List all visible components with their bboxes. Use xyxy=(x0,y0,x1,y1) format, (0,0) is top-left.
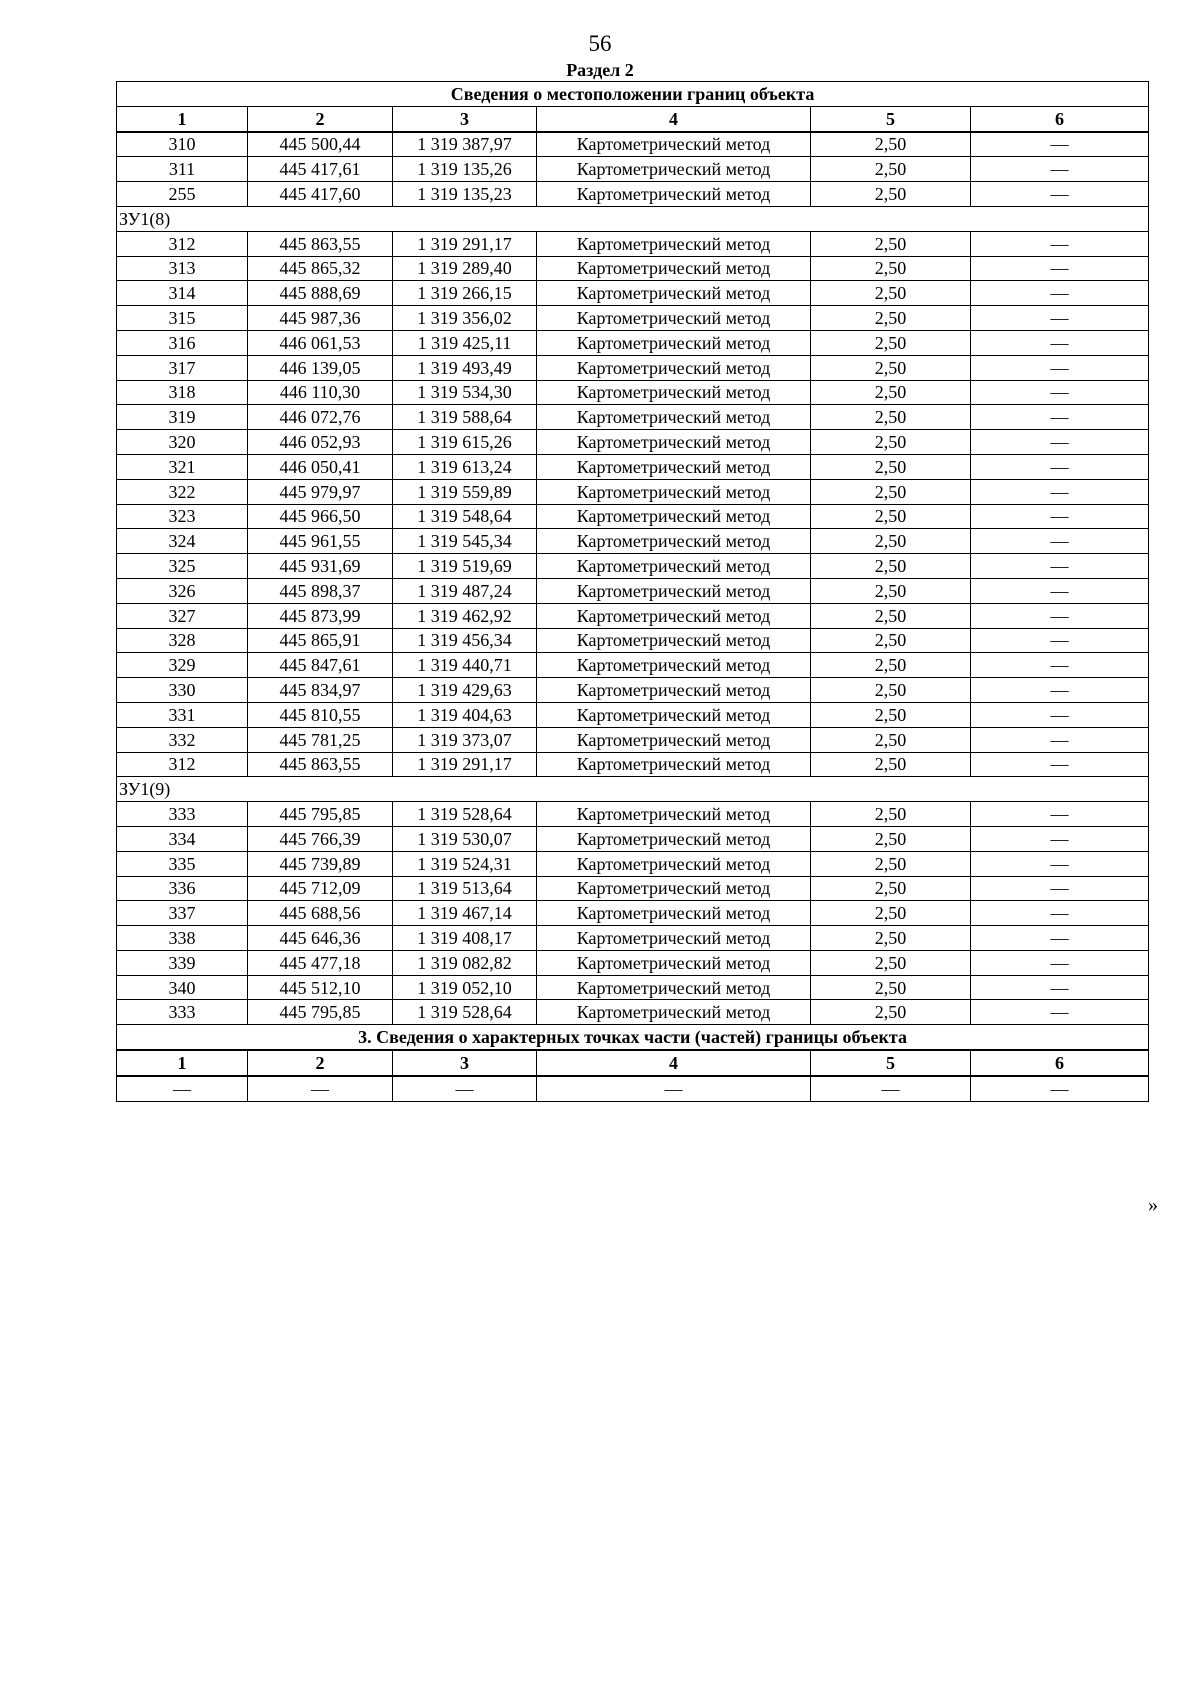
y-coordinate-cell: 1 319 534,30 xyxy=(393,380,537,405)
x-coordinate-cell: 445 865,32 xyxy=(248,256,393,281)
y-coordinate-cell: 1 319 559,89 xyxy=(393,479,537,504)
point-number-cell: 325 xyxy=(117,554,248,579)
method-cell: Картометрический метод xyxy=(537,628,811,653)
table-row xyxy=(117,380,1149,405)
column-header: 6 xyxy=(971,106,1149,131)
parts-cell: — xyxy=(248,1076,393,1101)
method-cell: Картометрический метод xyxy=(537,182,811,207)
x-coordinate-cell: 445 863,55 xyxy=(248,752,393,777)
x-coordinate-cell: 445 712,09 xyxy=(248,876,393,901)
table-row xyxy=(117,1000,1149,1025)
y-coordinate-cell: 1 319 615,26 xyxy=(393,430,537,455)
description-cell: — xyxy=(971,826,1149,851)
method-cell: Картометрический метод xyxy=(537,405,811,430)
method-cell: Картометрический метод xyxy=(537,876,811,901)
y-coordinate-cell: 1 319 289,40 xyxy=(393,256,537,281)
table-row xyxy=(117,702,1149,727)
x-coordinate-cell: 446 052,93 xyxy=(248,430,393,455)
description-cell: — xyxy=(971,355,1149,380)
method-cell: Картометрический метод xyxy=(537,554,811,579)
accuracy-cell: 2,50 xyxy=(811,876,971,901)
description-cell: — xyxy=(971,926,1149,951)
table-row xyxy=(117,157,1149,182)
accuracy-cell: 2,50 xyxy=(811,975,971,1000)
accuracy-cell: 2,50 xyxy=(811,901,971,926)
group-label-row xyxy=(117,777,1149,802)
y-coordinate-cell: 1 319 456,34 xyxy=(393,628,537,653)
accuracy-cell: 2,50 xyxy=(811,380,971,405)
accuracy-cell: 2,50 xyxy=(811,727,971,752)
parts-cell: — xyxy=(811,1076,971,1101)
x-coordinate-cell: 446 139,05 xyxy=(248,355,393,380)
method-cell: Картометрический метод xyxy=(537,578,811,603)
accuracy-cell: 2,50 xyxy=(811,578,971,603)
table-row xyxy=(117,851,1149,876)
method-cell: Картометрический метод xyxy=(537,281,811,306)
description-cell: — xyxy=(971,132,1149,157)
accuracy-cell: 2,50 xyxy=(811,826,971,851)
x-coordinate-cell: 445 865,91 xyxy=(248,628,393,653)
x-coordinate-cell: 445 898,37 xyxy=(248,578,393,603)
accuracy-cell: 2,50 xyxy=(811,479,971,504)
y-coordinate-cell: 1 319 429,63 xyxy=(393,678,537,703)
description-cell: — xyxy=(971,851,1149,876)
x-coordinate-cell: 445 646,36 xyxy=(248,926,393,951)
accuracy-cell: 2,50 xyxy=(811,802,971,827)
method-cell: Картометрический метод xyxy=(537,727,811,752)
x-coordinate-cell: 445 863,55 xyxy=(248,231,393,256)
x-coordinate-cell: 445 931,69 xyxy=(248,554,393,579)
x-coordinate-cell: 445 979,97 xyxy=(248,479,393,504)
description-cell: — xyxy=(971,306,1149,331)
table-row xyxy=(117,479,1149,504)
point-number-cell: 322 xyxy=(117,479,248,504)
point-number-cell: 317 xyxy=(117,355,248,380)
boundary-title-row xyxy=(117,82,1149,107)
description-cell: — xyxy=(971,727,1149,752)
table-row xyxy=(117,231,1149,256)
y-coordinate-cell: 1 319 530,07 xyxy=(393,826,537,851)
description-cell: — xyxy=(971,950,1149,975)
point-number-cell: 319 xyxy=(117,405,248,430)
parts-cell: — xyxy=(117,1076,248,1101)
x-coordinate-cell: 445 512,10 xyxy=(248,975,393,1000)
table-row xyxy=(117,281,1149,306)
method-cell: Картометрический метод xyxy=(537,950,811,975)
method-cell: Картометрический метод xyxy=(537,479,811,504)
method-cell: Картометрический метод xyxy=(537,851,811,876)
accuracy-cell: 2,50 xyxy=(811,355,971,380)
description-cell: — xyxy=(971,454,1149,479)
point-number-cell: 334 xyxy=(117,826,248,851)
table-row xyxy=(117,554,1149,579)
x-coordinate-cell: 445 873,99 xyxy=(248,603,393,628)
method-cell: Картометрический метод xyxy=(537,306,811,331)
y-coordinate-cell: 1 319 524,31 xyxy=(393,851,537,876)
description-cell: — xyxy=(971,975,1149,1000)
accuracy-cell: 2,50 xyxy=(811,405,971,430)
table-row xyxy=(117,454,1149,479)
parts-column-header: 5 xyxy=(811,1050,971,1076)
table-row xyxy=(117,628,1149,653)
method-cell: Картометрический метод xyxy=(537,802,811,827)
x-coordinate-cell: 445 847,61 xyxy=(248,653,393,678)
point-number-cell: 324 xyxy=(117,529,248,554)
x-coordinate-cell: 445 810,55 xyxy=(248,702,393,727)
description-cell: — xyxy=(971,281,1149,306)
parts-cell: — xyxy=(537,1076,811,1101)
parts-row xyxy=(117,1076,1149,1101)
x-coordinate-cell: 445 834,97 xyxy=(248,678,393,703)
y-coordinate-cell: 1 319 408,17 xyxy=(393,926,537,951)
description-cell: — xyxy=(971,380,1149,405)
parts-column-header: 2 xyxy=(248,1050,393,1076)
y-coordinate-cell: 1 319 548,64 xyxy=(393,504,537,529)
accuracy-cell: 2,50 xyxy=(811,256,971,281)
description-cell: — xyxy=(971,752,1149,777)
point-number-cell: 314 xyxy=(117,281,248,306)
description-cell: — xyxy=(971,430,1149,455)
description-cell: — xyxy=(971,578,1149,603)
x-coordinate-cell: 445 477,18 xyxy=(248,950,393,975)
method-cell: Картометрический метод xyxy=(537,529,811,554)
column-header: 1 xyxy=(117,106,248,131)
x-coordinate-cell: 446 072,76 xyxy=(248,405,393,430)
y-coordinate-cell: 1 319 528,64 xyxy=(393,1000,537,1025)
column-header-row xyxy=(117,106,1149,131)
point-number-cell: 336 xyxy=(117,876,248,901)
y-coordinate-cell: 1 319 135,26 xyxy=(393,157,537,182)
point-number-cell: 330 xyxy=(117,678,248,703)
accuracy-cell: 2,50 xyxy=(811,132,971,157)
x-coordinate-cell: 445 966,50 xyxy=(248,504,393,529)
method-cell: Картометрический метод xyxy=(537,603,811,628)
section-title: Раздел 2 xyxy=(566,60,634,80)
method-cell: Картометрический метод xyxy=(537,157,811,182)
x-coordinate-cell: 445 739,89 xyxy=(248,851,393,876)
method-cell: Картометрический метод xyxy=(537,330,811,355)
table-row xyxy=(117,975,1149,1000)
group-label: ЗУ1(8) xyxy=(117,206,1149,231)
y-coordinate-cell: 1 319 487,24 xyxy=(393,578,537,603)
y-coordinate-cell: 1 319 440,71 xyxy=(393,653,537,678)
description-cell: — xyxy=(971,876,1149,901)
point-number-cell: 337 xyxy=(117,901,248,926)
table-row xyxy=(117,330,1149,355)
point-number-cell: 321 xyxy=(117,454,248,479)
method-cell: Картометрический метод xyxy=(537,504,811,529)
method-cell: Картометрический метод xyxy=(537,826,811,851)
description-cell: — xyxy=(971,702,1149,727)
x-coordinate-cell: 446 110,30 xyxy=(248,380,393,405)
y-coordinate-cell: 1 319 462,92 xyxy=(393,603,537,628)
parts-title-row xyxy=(117,1025,1149,1050)
description-cell: — xyxy=(971,405,1149,430)
y-coordinate-cell: 1 319 588,64 xyxy=(393,405,537,430)
description-cell: — xyxy=(971,231,1149,256)
accuracy-cell: 2,50 xyxy=(811,554,971,579)
description-cell: — xyxy=(971,330,1149,355)
table-row xyxy=(117,306,1149,331)
accuracy-cell: 2,50 xyxy=(811,1000,971,1025)
description-cell: — xyxy=(971,157,1149,182)
description-cell: — xyxy=(971,504,1149,529)
table-row xyxy=(117,182,1149,207)
accuracy-cell: 2,50 xyxy=(811,529,971,554)
parts-cell: — xyxy=(971,1076,1149,1101)
table-row xyxy=(117,901,1149,926)
method-cell: Картометрический метод xyxy=(537,752,811,777)
y-coordinate-cell: 1 319 356,02 xyxy=(393,306,537,331)
accuracy-cell: 2,50 xyxy=(811,504,971,529)
table-row xyxy=(117,256,1149,281)
y-coordinate-cell: 1 319 387,97 xyxy=(393,132,537,157)
parts-column-header: 4 xyxy=(537,1050,811,1076)
accuracy-cell: 2,50 xyxy=(811,157,971,182)
x-coordinate-cell: 445 781,25 xyxy=(248,727,393,752)
table-row xyxy=(117,504,1149,529)
method-cell: Картометрический метод xyxy=(537,380,811,405)
x-coordinate-cell: 445 795,85 xyxy=(248,1000,393,1025)
y-coordinate-cell: 1 319 528,64 xyxy=(393,802,537,827)
x-coordinate-cell: 445 766,39 xyxy=(248,826,393,851)
y-coordinate-cell: 1 319 291,17 xyxy=(393,752,537,777)
accuracy-cell: 2,50 xyxy=(811,653,971,678)
point-number-cell: 313 xyxy=(117,256,248,281)
description-cell: — xyxy=(971,603,1149,628)
y-coordinate-cell: 1 319 135,23 xyxy=(393,182,537,207)
table-row xyxy=(117,603,1149,628)
point-number-cell: 255 xyxy=(117,182,248,207)
y-coordinate-cell: 1 319 545,34 xyxy=(393,529,537,554)
y-coordinate-cell: 1 319 613,24 xyxy=(393,454,537,479)
x-coordinate-cell: 445 795,85 xyxy=(248,802,393,827)
y-coordinate-cell: 1 319 052,10 xyxy=(393,975,537,1000)
boundary-title: Сведения о местоположении границ объекта xyxy=(117,82,1149,107)
point-number-cell: 333 xyxy=(117,802,248,827)
accuracy-cell: 2,50 xyxy=(811,752,971,777)
y-coordinate-cell: 1 319 519,69 xyxy=(393,554,537,579)
description-cell: — xyxy=(971,628,1149,653)
point-number-cell: 335 xyxy=(117,851,248,876)
point-number-cell: 312 xyxy=(117,231,248,256)
accuracy-cell: 2,50 xyxy=(811,678,971,703)
column-header: 3 xyxy=(393,106,537,131)
x-coordinate-cell: 445 688,56 xyxy=(248,901,393,926)
description-cell: — xyxy=(971,802,1149,827)
x-coordinate-cell: 445 417,60 xyxy=(248,182,393,207)
x-coordinate-cell: 446 050,41 xyxy=(248,454,393,479)
method-cell: Картометрический метод xyxy=(537,430,811,455)
point-number-cell: 326 xyxy=(117,578,248,603)
accuracy-cell: 2,50 xyxy=(811,231,971,256)
y-coordinate-cell: 1 319 266,15 xyxy=(393,281,537,306)
accuracy-cell: 2,50 xyxy=(811,306,971,331)
point-number-cell: 338 xyxy=(117,926,248,951)
accuracy-cell: 2,50 xyxy=(811,281,971,306)
parts-column-header: 6 xyxy=(971,1050,1149,1076)
group-label: ЗУ1(9) xyxy=(117,777,1149,802)
column-header: 2 xyxy=(248,106,393,131)
description-cell: — xyxy=(971,256,1149,281)
table-row xyxy=(117,727,1149,752)
x-coordinate-cell: 445 987,36 xyxy=(248,306,393,331)
x-coordinate-cell: 446 061,53 xyxy=(248,330,393,355)
parts-title: 3. Сведения о характерных точках части (частей) границы объекта xyxy=(117,1025,1149,1050)
accuracy-cell: 2,50 xyxy=(811,702,971,727)
table-row xyxy=(117,876,1149,901)
description-cell: — xyxy=(971,901,1149,926)
description-cell: — xyxy=(971,1000,1149,1025)
table-row xyxy=(117,802,1149,827)
table-row xyxy=(117,950,1149,975)
accuracy-cell: 2,50 xyxy=(811,454,971,479)
method-cell: Картометрический метод xyxy=(537,256,811,281)
closing-quote: » xyxy=(1148,1194,1158,1216)
description-cell: — xyxy=(971,182,1149,207)
y-coordinate-cell: 1 319 082,82 xyxy=(393,950,537,975)
method-cell: Картометрический метод xyxy=(537,355,811,380)
point-number-cell: 311 xyxy=(117,157,248,182)
y-coordinate-cell: 1 319 467,14 xyxy=(393,901,537,926)
point-number-cell: 339 xyxy=(117,950,248,975)
y-coordinate-cell: 1 319 291,17 xyxy=(393,231,537,256)
method-cell: Картометрический метод xyxy=(537,653,811,678)
point-number-cell: 312 xyxy=(117,752,248,777)
accuracy-cell: 2,50 xyxy=(811,628,971,653)
y-coordinate-cell: 1 319 513,64 xyxy=(393,876,537,901)
table-row xyxy=(117,529,1149,554)
column-header: 4 xyxy=(537,106,811,131)
x-coordinate-cell: 445 417,61 xyxy=(248,157,393,182)
method-cell: Картометрический метод xyxy=(537,678,811,703)
method-cell: Картометрический метод xyxy=(537,454,811,479)
page-number: 56 xyxy=(588,31,612,56)
point-number-cell: 318 xyxy=(117,380,248,405)
description-cell: — xyxy=(971,554,1149,579)
accuracy-cell: 2,50 xyxy=(811,330,971,355)
method-cell: Картометрический метод xyxy=(537,702,811,727)
table-row xyxy=(117,653,1149,678)
y-coordinate-cell: 1 319 493,49 xyxy=(393,355,537,380)
parts-cell: — xyxy=(393,1076,537,1101)
point-number-cell: 331 xyxy=(117,702,248,727)
accuracy-cell: 2,50 xyxy=(811,950,971,975)
table-row xyxy=(117,405,1149,430)
description-cell: — xyxy=(971,678,1149,703)
boundary-table xyxy=(116,81,1149,1102)
method-cell: Картометрический метод xyxy=(537,926,811,951)
point-number-cell: 310 xyxy=(117,132,248,157)
x-coordinate-cell: 445 500,44 xyxy=(248,132,393,157)
table-row xyxy=(117,132,1149,157)
point-number-cell: 327 xyxy=(117,603,248,628)
method-cell: Картометрический метод xyxy=(537,132,811,157)
description-cell: — xyxy=(971,479,1149,504)
accuracy-cell: 2,50 xyxy=(811,430,971,455)
accuracy-cell: 2,50 xyxy=(811,603,971,628)
point-number-cell: 323 xyxy=(117,504,248,529)
x-coordinate-cell: 445 888,69 xyxy=(248,281,393,306)
table-row xyxy=(117,355,1149,380)
y-coordinate-cell: 1 319 373,07 xyxy=(393,727,537,752)
description-cell: — xyxy=(971,653,1149,678)
accuracy-cell: 2,50 xyxy=(811,851,971,876)
method-cell: Картометрический метод xyxy=(537,975,811,1000)
point-number-cell: 316 xyxy=(117,330,248,355)
point-number-cell: 340 xyxy=(117,975,248,1000)
table-row xyxy=(117,430,1149,455)
table-row xyxy=(117,752,1149,777)
x-coordinate-cell: 445 961,55 xyxy=(248,529,393,554)
point-number-cell: 315 xyxy=(117,306,248,331)
method-cell: Картометрический метод xyxy=(537,231,811,256)
parts-column-header: 3 xyxy=(393,1050,537,1076)
description-cell: — xyxy=(971,529,1149,554)
accuracy-cell: 2,50 xyxy=(811,926,971,951)
method-cell: Картометрический метод xyxy=(537,1000,811,1025)
point-number-cell: 329 xyxy=(117,653,248,678)
table-row xyxy=(117,826,1149,851)
point-number-cell: 332 xyxy=(117,727,248,752)
y-coordinate-cell: 1 319 425,11 xyxy=(393,330,537,355)
parts-column-header: 1 xyxy=(117,1050,248,1076)
parts-header-row xyxy=(117,1050,1149,1076)
point-number-cell: 328 xyxy=(117,628,248,653)
method-cell: Картометрический метод xyxy=(537,901,811,926)
point-number-cell: 320 xyxy=(117,430,248,455)
accuracy-cell: 2,50 xyxy=(811,182,971,207)
table-row xyxy=(117,926,1149,951)
column-header: 5 xyxy=(811,106,971,131)
y-coordinate-cell: 1 319 404,63 xyxy=(393,702,537,727)
group-label-row xyxy=(117,206,1149,231)
table-row xyxy=(117,578,1149,603)
point-number-cell: 333 xyxy=(117,1000,248,1025)
table-row xyxy=(117,678,1149,703)
